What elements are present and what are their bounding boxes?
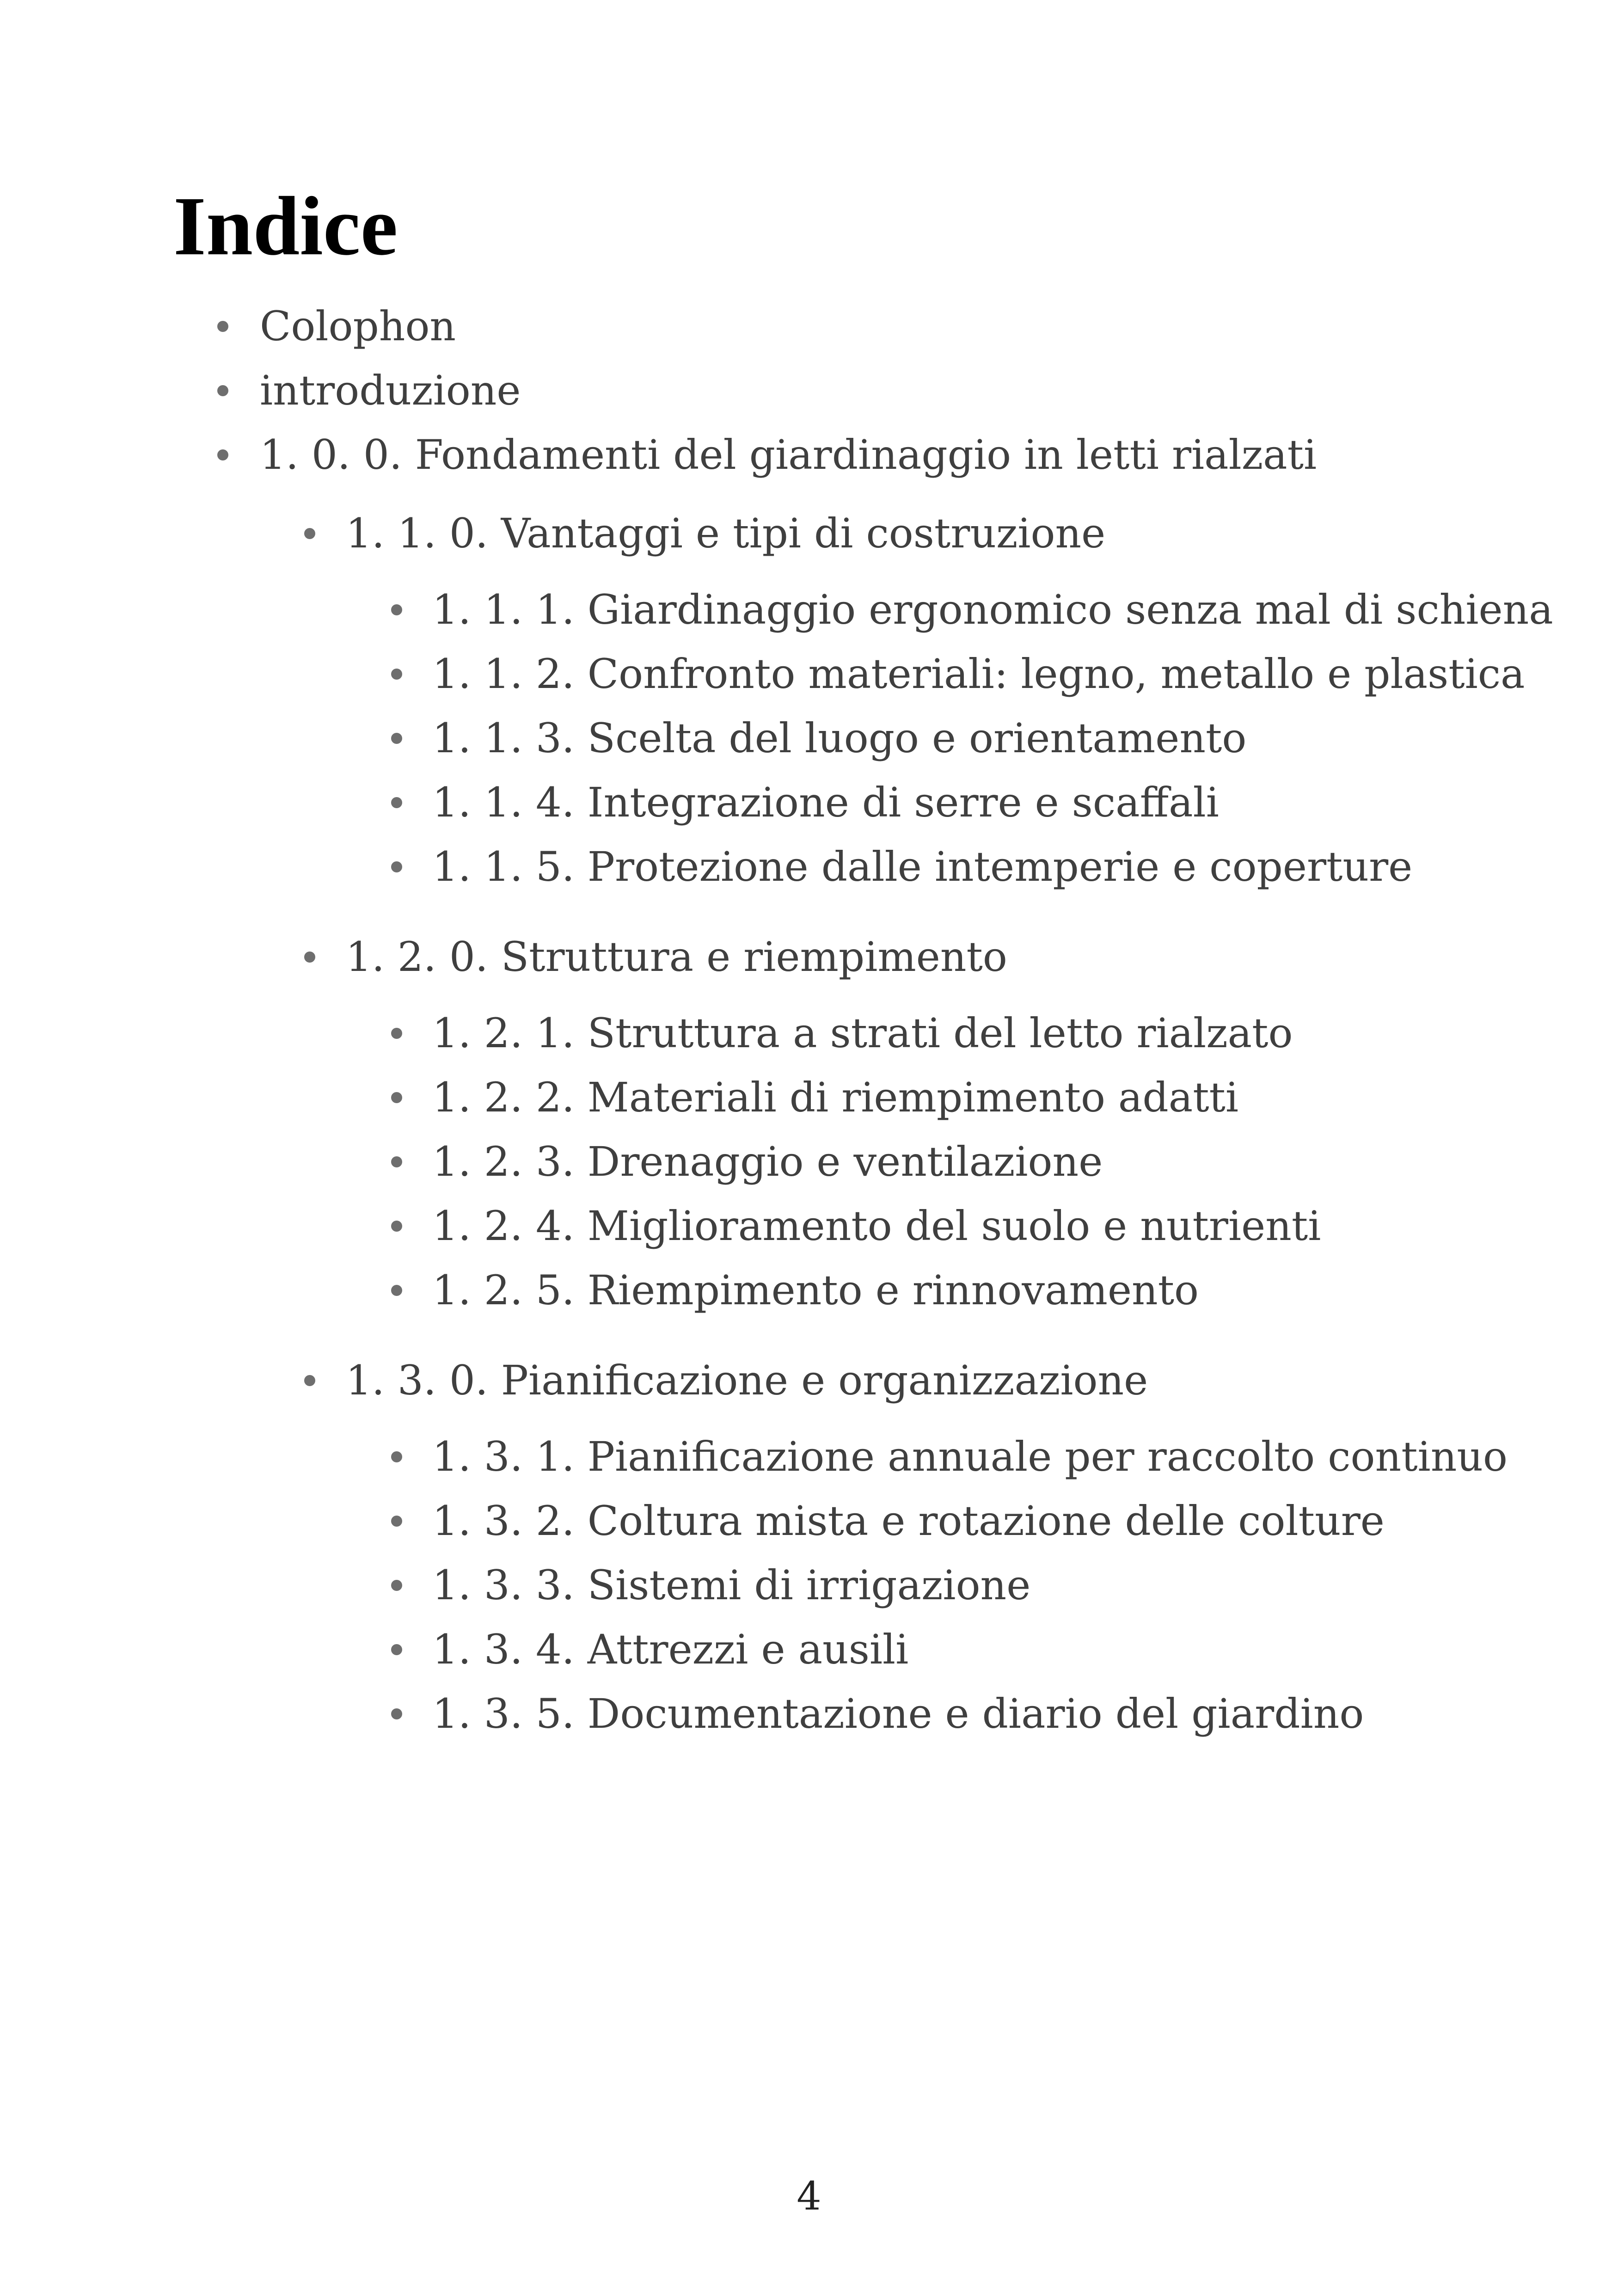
toc-item-section-1-2-2[interactable]: 1. 2. 2. Materiali di riempimento adatti [432,1074,1239,1121]
toc-item-section-1-2-4[interactable]: 1. 2. 4. Miglioramento del suolo e nutrienti [432,1202,1321,1250]
bullet-icon [391,733,402,744]
toc-item-section-1-2-1[interactable]: 1. 2. 1. Struttura a strati del letto rialzato [432,1009,1293,1057]
toc-item-section-1-1-5[interactable]: 1. 1. 5. Protezione dalle intemperie e coperture [432,843,1413,890]
toc-item-section-1-1-4[interactable]: 1. 1. 4. Integrazione di serre e scaffali [432,779,1219,826]
bullet-icon [217,449,228,460]
toc-item-section-1-2-5[interactable]: 1. 2. 5. Riempimento e rinnovamento [432,1266,1199,1314]
bullet-icon [391,861,402,872]
toc-item-colophon[interactable]: Colophon [260,302,456,350]
bullet-icon [391,1028,402,1039]
bullet-icon [391,1451,402,1462]
toc-item-section-1-3-3[interactable]: 1. 3. 3. Sistemi di irrigazione [432,1561,1031,1609]
bullet-icon [391,1708,402,1719]
bullet-icon [217,321,228,332]
toc-item-section-1-2[interactable]: 1. 2. 0. Struttura e riempimento [346,933,1007,981]
bullet-icon [391,1644,402,1655]
bullet-icon [391,669,402,680]
bullet-icon [391,1516,402,1527]
toc-item-section-1-1-2[interactable]: 1. 1. 2. Confronto materiali: legno, metallo e plastica [432,650,1525,698]
bullet-icon [391,1285,402,1296]
bullet-icon [304,952,315,963]
bullet-icon [391,604,402,615]
bullet-icon [391,1221,402,1232]
toc-item-section-1-1[interactable]: 1. 1. 0. Vantaggi e tipi di costruzione [346,510,1106,557]
bullet-icon [304,1375,315,1386]
toc-item-chapter-1[interactable]: 1. 0. 0. Fondamenti del giardinaggio in letti rialzati [260,431,1317,479]
bullet-icon [391,1092,402,1103]
bullet-icon [391,797,402,808]
toc-item-section-1-2-3[interactable]: 1. 2. 3. Drenaggio e ventilazione [432,1138,1103,1185]
bullet-icon [391,1156,402,1167]
bullet-icon [391,1580,402,1591]
toc-item-section-1-3-4[interactable]: 1. 3. 4. Attrezzi e ausili [432,1626,909,1673]
toc-item-section-1-1-1[interactable]: 1. 1. 1. Giardinaggio ergonomico senza mal di schiena [432,586,1553,633]
toc-item-section-1-3-5[interactable]: 1. 3. 5. Documentazione e diario del giardino [432,1690,1364,1737]
toc-item-section-1-1-3[interactable]: 1. 1. 3. Scelta del luogo e orientamento [432,714,1247,762]
toc-item-section-1-3-1[interactable]: 1. 3. 1. Pianificazione annuale per raccolto continuo [432,1433,1508,1480]
page-title: Indice [173,180,398,273]
bullet-icon [304,528,315,539]
bullet-icon [217,385,228,396]
toc-item-introduzione[interactable]: introduzione [260,367,521,414]
page-number: 4 [797,2173,821,2219]
toc-item-section-1-3-2[interactable]: 1. 3. 2. Coltura mista e rotazione delle colture [432,1497,1385,1545]
toc-item-section-1-3[interactable]: 1. 3. 0. Pianificazione e organizzazione [346,1357,1148,1404]
